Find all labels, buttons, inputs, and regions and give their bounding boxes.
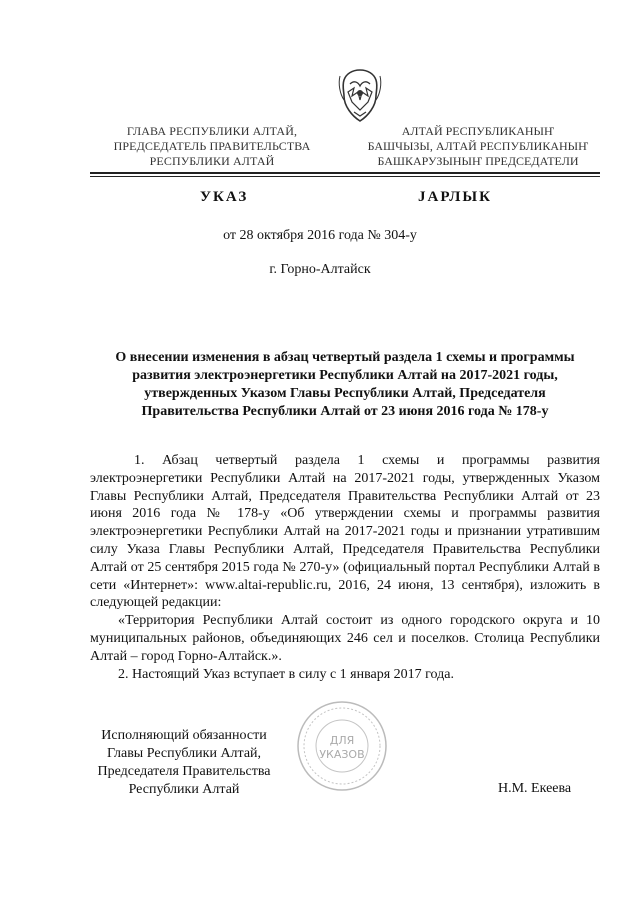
- signatory-name: Н.М. Екеева: [498, 781, 572, 796]
- doc-type-left: УКАЗ: [200, 189, 249, 205]
- header-right-line: БАШКАРУЗЫНЫҤ ПРЕДСЕДАТЕЛИ: [377, 154, 579, 168]
- paragraph-2: 2. Настоящий Указ вступает в силу с 1 января 2017 года.: [118, 666, 454, 682]
- stamp-text-top: ДЛЯ: [329, 734, 355, 747]
- header-right-line: АЛТАЙ РЕСПУБЛИКАНЫҤ: [401, 124, 555, 138]
- signatory-line: Главы Республики Алтай,: [106, 746, 262, 761]
- title-line: развития электроэнергетики Республики Алтай на 2017-2021 годы,: [132, 368, 558, 383]
- header-divider-thick: [90, 172, 600, 174]
- official-stamp: [296, 700, 388, 792]
- document-title: [95, 349, 595, 421]
- signatory-line: Исполняющий обязанности: [101, 728, 267, 743]
- doc-type-right: JАРЛЫК: [418, 189, 493, 205]
- header-right-line: БАШЧЫЗЫ, АЛТАЙ РЕСПУБЛИКАНЫҤ: [367, 139, 589, 153]
- header-left-block: [112, 124, 312, 169]
- header-left-line: РЕСПУБЛИКИ АЛТАЙ: [149, 154, 275, 168]
- document-body: [90, 452, 600, 683]
- document-date: от 28 октября 2016 года № 304-у: [223, 228, 417, 243]
- title-line: Правительства Республики Алтай от 23 июня 2016 года № 178-у: [141, 404, 549, 419]
- signatory-line: Республики Алтай: [128, 782, 240, 797]
- paragraph-1: 1. Абзац четвертый раздела 1 схемы и программы развития электроэнергетики Республики Алтай на 2017-2021 годы, утвержденных Указом Главы Республики Алтай, Председателя Правительства Республики Алтай от 23 июня 2016 года № 178-у «Об утверждении схемы и программы развития электроэнергетики Республики Алтай на 2017-2021 годы и признании утратившим силу Указа Главы Республики Алтай, Председателя Правительства Республики Алтай от 25 сентября 2015 года № 270-у» (официальный портал Республики Алтай в сети «Интернет»: www.altai-republic.ru, 2016, 24 июня, 13 сентября), изложить в следующей редакции:: [90, 453, 600, 611]
- header-divider-thin: [90, 176, 600, 177]
- signatory-line: Председателя Правительства: [97, 764, 271, 779]
- paragraph-quote: «Территория Республики Алтай состоит из одного городского округа и 10 муниципальных районов, объединяющих 246 сел и поселков. Столица Республики Алтай – город Горно-Алтайск.».: [90, 613, 600, 664]
- title-line: О внесении изменения в абзац четвертый раздела 1 схемы и программы: [115, 350, 575, 365]
- document-city: г. Горно-Алтайск: [269, 262, 371, 277]
- header-left-line: ГЛАВА РЕСПУБЛИКИ АЛТАЙ,: [126, 124, 298, 138]
- header-left-line: ПРЕДСЕДАТЕЛЬ ПРАВИТЕЛЬСТВА: [113, 139, 311, 153]
- header-right-block: [358, 124, 598, 169]
- stamp-text-bottom: УКАЗОВ: [319, 748, 365, 761]
- title-line: утвержденных Указом Главы Республики Алтай, Председателя: [144, 386, 546, 401]
- coat-of-arms-icon: [334, 66, 386, 124]
- signatory-title: [80, 727, 288, 799]
